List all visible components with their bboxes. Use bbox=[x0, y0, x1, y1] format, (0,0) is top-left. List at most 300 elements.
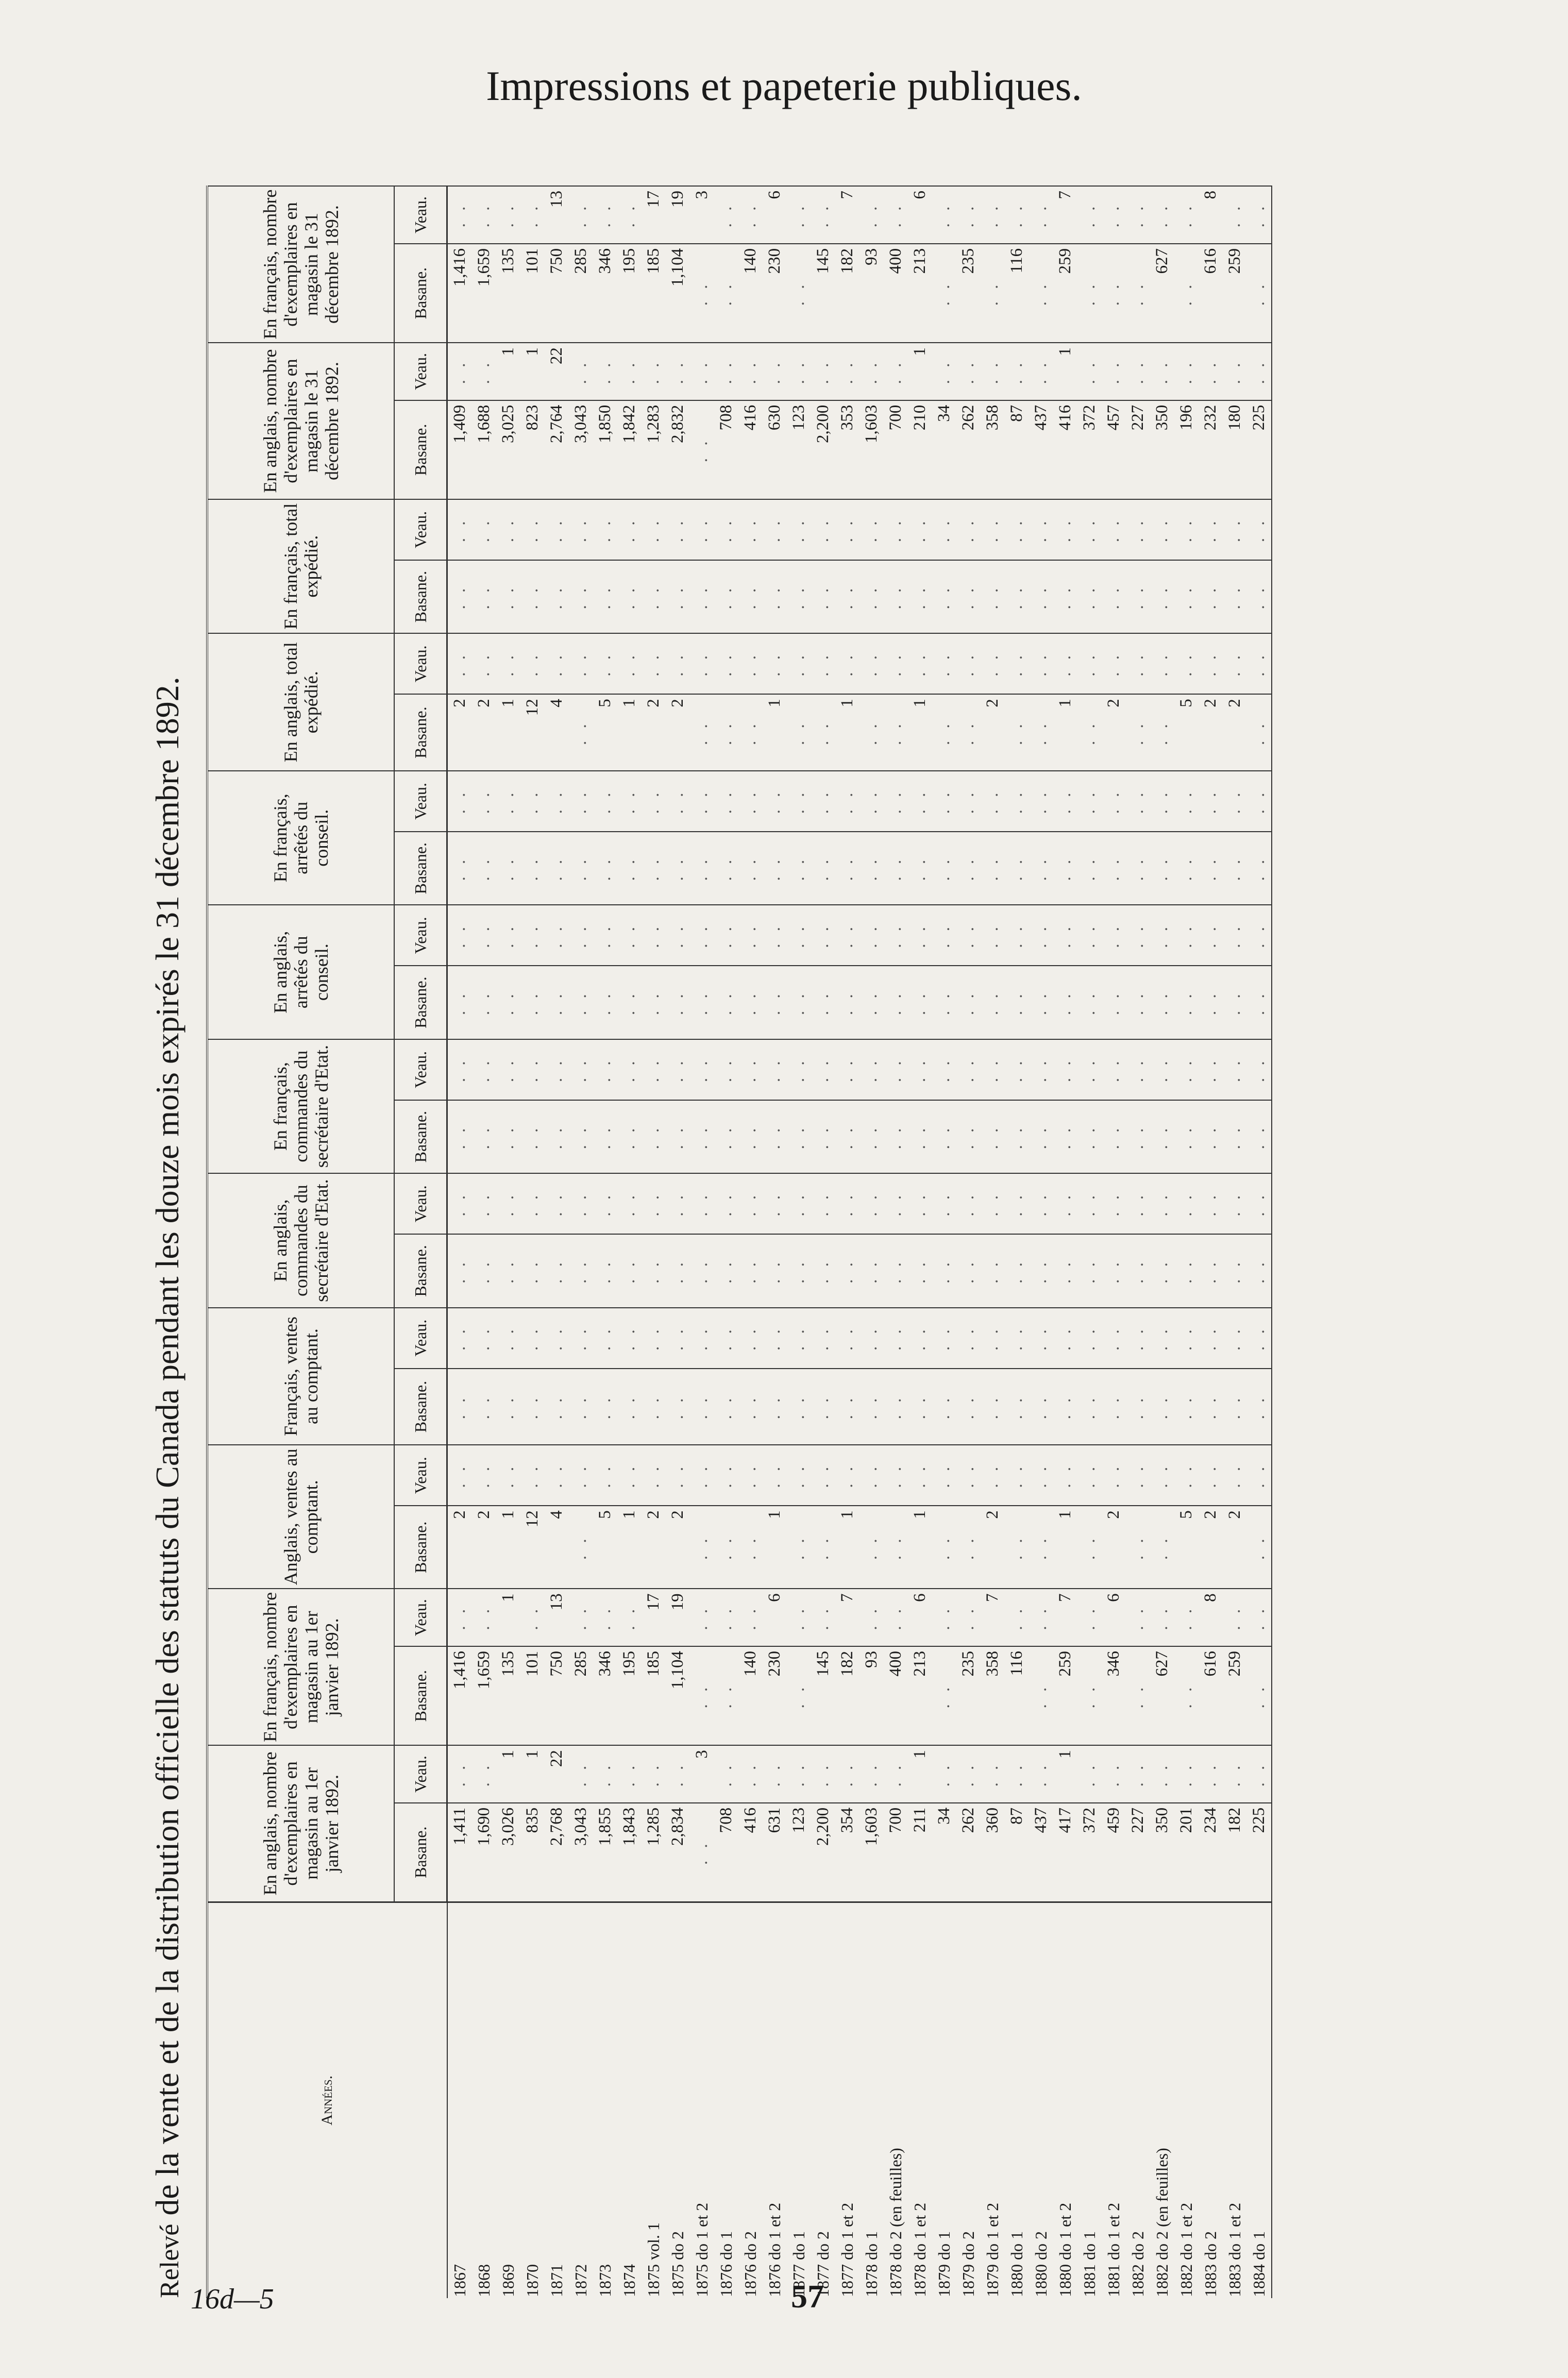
table-cell: 1,409 bbox=[447, 400, 473, 499]
empty-cell: . . bbox=[1247, 771, 1272, 832]
empty-cell: . . bbox=[617, 1234, 642, 1308]
empty-cell: . . bbox=[1223, 1173, 1247, 1234]
empty-cell: . . bbox=[642, 1308, 666, 1369]
empty-cell: . . bbox=[981, 1745, 1005, 1803]
table-cell: 7 bbox=[835, 186, 859, 244]
empty-cell: . . bbox=[1029, 1100, 1053, 1174]
empty-cell: . . bbox=[1223, 343, 1247, 400]
empty-cell: . . bbox=[763, 1445, 787, 1506]
empty-cell: . . bbox=[666, 1445, 690, 1506]
title-lead: Relevé bbox=[155, 2223, 184, 2298]
empty-cell: . . bbox=[447, 1745, 473, 1803]
empty-cell: . . bbox=[1150, 694, 1174, 771]
empty-cell: . . bbox=[714, 244, 738, 343]
table-cell: 1,416 bbox=[447, 1646, 473, 1745]
empty-cell: . . bbox=[1174, 186, 1199, 244]
empty-cell: . . bbox=[1077, 1589, 1102, 1646]
empty-cell: . . bbox=[520, 1445, 545, 1506]
empty-cell: . . bbox=[1077, 1745, 1102, 1803]
empty-cell: . . bbox=[1223, 186, 1247, 244]
table-cell: 259 bbox=[1223, 244, 1247, 343]
table-cell: 6 bbox=[908, 186, 932, 244]
empty-cell: . . bbox=[1223, 771, 1247, 832]
empty-cell: . . bbox=[593, 343, 617, 400]
empty-cell: . . bbox=[1053, 1234, 1077, 1308]
empty-cell: . . bbox=[956, 499, 981, 560]
empty-cell: . . bbox=[1005, 905, 1029, 966]
empty-cell: . . bbox=[569, 1506, 593, 1589]
table-cell: 3,043 bbox=[569, 1803, 593, 1902]
group-header: En anglais, nombre d'exemplaires en magasin le 31 décembre 1892. bbox=[207, 343, 394, 499]
empty-cell: . . bbox=[472, 1589, 496, 1646]
table-cell: 1 bbox=[908, 343, 932, 400]
table-cell: 1 bbox=[763, 1506, 787, 1589]
empty-cell: . . bbox=[1005, 186, 1029, 244]
empty-cell: . . bbox=[932, 1100, 956, 1174]
table-cell: 259 bbox=[1053, 1646, 1077, 1745]
table-cell: 12 bbox=[520, 1506, 545, 1589]
table-cell: 1 bbox=[908, 1745, 932, 1803]
empty-cell: . . bbox=[1247, 1646, 1272, 1745]
empty-cell: . . bbox=[981, 1445, 1005, 1506]
empty-cell: . . bbox=[835, 633, 859, 694]
empty-cell: . . bbox=[1102, 343, 1126, 400]
empty-cell: . . bbox=[1150, 343, 1174, 400]
empty-cell: . . bbox=[1126, 771, 1150, 832]
empty-cell: . . bbox=[690, 343, 714, 400]
empty-cell: . . bbox=[787, 694, 811, 771]
empty-cell: . . bbox=[763, 343, 787, 400]
table-cell: 417 bbox=[1053, 1803, 1077, 1902]
subheader-veau: Veau. bbox=[394, 343, 447, 400]
group-header: En anglais, nombre d'exemplaires en magasin au 1er janvier 1892. bbox=[207, 1745, 394, 1902]
empty-cell: . . bbox=[787, 1369, 811, 1445]
empty-cell: . . bbox=[593, 633, 617, 694]
empty-cell: . . bbox=[738, 1308, 763, 1369]
empty-cell: . . bbox=[690, 1369, 714, 1445]
empty-cell: . . bbox=[1053, 832, 1077, 905]
empty-cell: . . bbox=[1174, 499, 1199, 560]
empty-cell: . . bbox=[1199, 832, 1223, 905]
empty-cell: . . bbox=[1102, 1173, 1126, 1234]
empty-cell: . . bbox=[835, 905, 859, 966]
empty-cell: . . bbox=[690, 1039, 714, 1100]
group-header: En anglais, arrêtés du conseil. bbox=[207, 905, 394, 1039]
empty-cell: . . bbox=[932, 694, 956, 771]
empty-cell: . . bbox=[1102, 560, 1126, 634]
empty-cell: . . bbox=[690, 966, 714, 1039]
empty-cell: . . bbox=[811, 499, 835, 560]
empty-cell: . . bbox=[908, 499, 932, 560]
empty-cell: . . bbox=[1005, 1173, 1029, 1234]
empty-cell: . . bbox=[835, 832, 859, 905]
empty-cell: . . bbox=[447, 560, 473, 634]
empty-cell: . . bbox=[884, 1234, 908, 1308]
empty-cell: . . bbox=[1029, 1646, 1053, 1745]
table-cell: 2 bbox=[1199, 694, 1223, 771]
empty-cell: . . bbox=[690, 633, 714, 694]
empty-cell: . . bbox=[811, 694, 835, 771]
empty-cell: . . bbox=[787, 1234, 811, 1308]
subheader-basane: Basane. bbox=[394, 1803, 447, 1902]
empty-cell: . . bbox=[1150, 1506, 1174, 1589]
empty-cell: . . bbox=[1102, 966, 1126, 1039]
empty-cell: . . bbox=[545, 560, 569, 634]
table-cell: 145 bbox=[811, 1646, 835, 1745]
table-cell: 2 bbox=[447, 1506, 473, 1589]
table-cell: 145 bbox=[811, 244, 835, 343]
table-row bbox=[1005, 186, 1029, 2298]
table-cell: 211 bbox=[908, 1803, 932, 1902]
empty-cell: . . bbox=[714, 1173, 738, 1234]
empty-cell: . . bbox=[884, 1445, 908, 1506]
empty-cell: . . bbox=[932, 560, 956, 634]
empty-cell: . . bbox=[763, 1369, 787, 1445]
table-row bbox=[981, 186, 1005, 2298]
table-cell: 116 bbox=[1005, 1646, 1029, 1745]
empty-cell: . . bbox=[1077, 1308, 1102, 1369]
empty-cell: . . bbox=[690, 1646, 714, 1745]
table-cell: 1,104 bbox=[666, 1646, 690, 1745]
subheader-veau: Veau. bbox=[394, 1745, 447, 1803]
table-cell: 22 bbox=[545, 1745, 569, 1803]
empty-cell: . . bbox=[787, 499, 811, 560]
empty-cell: . . bbox=[1005, 1445, 1029, 1506]
empty-cell: . . bbox=[447, 832, 473, 905]
empty-cell: . . bbox=[1029, 1039, 1053, 1100]
table-row bbox=[714, 186, 738, 2298]
empty-cell: . . bbox=[932, 1445, 956, 1506]
table-cell: 627 bbox=[1150, 1646, 1174, 1745]
empty-cell: . . bbox=[763, 633, 787, 694]
table-row bbox=[496, 186, 520, 2298]
empty-cell: . . bbox=[520, 1234, 545, 1308]
empty-cell: . . bbox=[811, 1100, 835, 1174]
empty-cell: . . bbox=[1029, 771, 1053, 832]
empty-cell: . . bbox=[1150, 1745, 1174, 1803]
empty-cell: . . bbox=[835, 771, 859, 832]
table-cell: 101 bbox=[520, 244, 545, 343]
empty-cell: . . bbox=[617, 1589, 642, 1646]
table-cell: 213 bbox=[908, 1646, 932, 1745]
empty-cell: . . bbox=[1150, 499, 1174, 560]
empty-cell: . . bbox=[496, 771, 520, 832]
empty-cell: . . bbox=[811, 1506, 835, 1589]
empty-cell: . . bbox=[642, 1100, 666, 1174]
subheader-veau: Veau. bbox=[394, 1173, 447, 1234]
empty-cell: . . bbox=[617, 1100, 642, 1174]
empty-cell: . . bbox=[447, 1039, 473, 1100]
empty-cell: . . bbox=[1077, 905, 1102, 966]
empty-cell: . . bbox=[666, 1173, 690, 1234]
empty-cell: . . bbox=[859, 905, 884, 966]
table-cell: 6 bbox=[908, 1589, 932, 1646]
table-cell: 750 bbox=[545, 244, 569, 343]
empty-cell: . . bbox=[447, 1589, 473, 1646]
empty-cell: . . bbox=[787, 1039, 811, 1100]
empty-cell: . . bbox=[811, 905, 835, 966]
row-year-label: 1875 vol. 1 bbox=[642, 1902, 666, 2298]
empty-cell: . . bbox=[1150, 560, 1174, 634]
table-cell: 6 bbox=[763, 1589, 787, 1646]
empty-cell: . . bbox=[496, 499, 520, 560]
empty-cell: . . bbox=[593, 1589, 617, 1646]
subheader-veau: Veau. bbox=[394, 1445, 447, 1506]
empty-cell: . . bbox=[956, 1100, 981, 1174]
empty-cell: . . bbox=[447, 1234, 473, 1308]
empty-cell: . . bbox=[1102, 1234, 1126, 1308]
empty-cell: . . bbox=[569, 1234, 593, 1308]
empty-cell: . . bbox=[496, 1308, 520, 1369]
table-row bbox=[1077, 186, 1102, 2298]
row-year-label: 1869 bbox=[496, 1902, 520, 2298]
empty-cell: . . bbox=[617, 633, 642, 694]
table-row bbox=[472, 186, 496, 2298]
empty-cell: . . bbox=[496, 1173, 520, 1234]
page-header-title: Impressions et papeterie publiques. bbox=[486, 62, 1082, 109]
empty-cell: . . bbox=[981, 499, 1005, 560]
empty-cell: . . bbox=[690, 1803, 714, 1902]
empty-cell: . . bbox=[1174, 1589, 1199, 1646]
empty-cell: . . bbox=[859, 1234, 884, 1308]
empty-cell: . . bbox=[714, 1589, 738, 1646]
row-year-label: 1882 do 2 bbox=[1126, 1902, 1150, 2298]
row-year-label: 1882 do 2 (en feuilles) bbox=[1150, 1902, 1174, 2298]
empty-cell: . . bbox=[447, 1445, 473, 1506]
empty-cell: . . bbox=[472, 1745, 496, 1803]
empty-cell: . . bbox=[1126, 1234, 1150, 1308]
empty-cell: . . bbox=[569, 499, 593, 560]
empty-cell: . . bbox=[1126, 499, 1150, 560]
empty-cell: . . bbox=[1053, 905, 1077, 966]
table-cell: 700 bbox=[884, 1803, 908, 1902]
empty-cell: . . bbox=[859, 1173, 884, 1234]
row-year-label: 1876 do 2 bbox=[738, 1902, 763, 2298]
empty-cell: . . bbox=[932, 771, 956, 832]
empty-cell: . . bbox=[738, 1745, 763, 1803]
row-year-label: 1877 do 1 et 2 bbox=[835, 1902, 859, 2298]
empty-cell: . . bbox=[545, 771, 569, 832]
table-cell: 123 bbox=[787, 1803, 811, 1902]
empty-cell: . . bbox=[1029, 343, 1053, 400]
empty-cell: . . bbox=[642, 343, 666, 400]
row-year-label: 1875 do 2 bbox=[666, 1902, 690, 2298]
table-cell: 457 bbox=[1102, 400, 1126, 499]
empty-cell: . . bbox=[1077, 771, 1102, 832]
table-cell: 5 bbox=[1174, 1506, 1199, 1589]
empty-cell: . . bbox=[666, 771, 690, 832]
empty-cell: . . bbox=[981, 832, 1005, 905]
empty-cell: . . bbox=[884, 1589, 908, 1646]
table-row bbox=[642, 186, 666, 2298]
table-row bbox=[1150, 186, 1174, 2298]
row-year-label: 1879 do 1 bbox=[932, 1902, 956, 2298]
table-row bbox=[787, 186, 811, 2298]
empty-cell: . . bbox=[1077, 694, 1102, 771]
empty-cell: . . bbox=[569, 1173, 593, 1234]
empty-cell: . . bbox=[981, 1039, 1005, 1100]
empty-cell: . . bbox=[1005, 633, 1029, 694]
empty-cell: . . bbox=[1223, 560, 1247, 634]
empty-cell: . . bbox=[835, 1100, 859, 1174]
empty-cell: . . bbox=[447, 905, 473, 966]
empty-cell: . . bbox=[932, 1506, 956, 1589]
empty-cell: . . bbox=[472, 1369, 496, 1445]
empty-cell: . . bbox=[472, 343, 496, 400]
empty-cell: . . bbox=[666, 1745, 690, 1803]
table-cell: 185 bbox=[642, 244, 666, 343]
empty-cell: . . bbox=[1150, 1589, 1174, 1646]
empty-cell: . . bbox=[1029, 1589, 1053, 1646]
table-row bbox=[763, 186, 787, 2298]
empty-cell: . . bbox=[472, 633, 496, 694]
empty-cell: . . bbox=[642, 633, 666, 694]
empty-cell: . . bbox=[472, 1308, 496, 1369]
empty-cell: . . bbox=[1174, 1369, 1199, 1445]
empty-cell: . . bbox=[520, 633, 545, 694]
empty-cell: . . bbox=[569, 1100, 593, 1174]
empty-cell: . . bbox=[569, 186, 593, 244]
empty-cell: . . bbox=[690, 244, 714, 343]
empty-cell: . . bbox=[472, 560, 496, 634]
table-cell: 225 bbox=[1247, 400, 1272, 499]
table-cell: 5 bbox=[593, 694, 617, 771]
table-cell: 346 bbox=[593, 1646, 617, 1745]
row-year-label: 1880 do 1 et 2 bbox=[1053, 1902, 1077, 2298]
table-cell: 616 bbox=[1199, 1646, 1223, 1745]
empty-cell: . . bbox=[617, 1369, 642, 1445]
empty-cell: . . bbox=[787, 1308, 811, 1369]
table-cell: 1,603 bbox=[859, 1803, 884, 1902]
empty-cell: . . bbox=[593, 832, 617, 905]
table-cell: 1,690 bbox=[472, 1803, 496, 1902]
empty-cell: . . bbox=[1126, 633, 1150, 694]
empty-cell: . . bbox=[1126, 694, 1150, 771]
empty-cell: . . bbox=[1223, 1308, 1247, 1369]
empty-cell: . . bbox=[569, 343, 593, 400]
empty-cell: . . bbox=[496, 1369, 520, 1445]
empty-cell: . . bbox=[520, 1100, 545, 1174]
empty-cell: . . bbox=[1199, 905, 1223, 966]
empty-cell: . . bbox=[1053, 771, 1077, 832]
empty-cell: . . bbox=[787, 633, 811, 694]
empty-cell: . . bbox=[642, 832, 666, 905]
empty-cell: . . bbox=[447, 186, 473, 244]
empty-cell: . . bbox=[908, 905, 932, 966]
table-cell: 2 bbox=[642, 1506, 666, 1589]
empty-cell: . . bbox=[714, 1745, 738, 1803]
table-row bbox=[1174, 186, 1199, 2298]
empty-cell: . . bbox=[593, 1100, 617, 1174]
table-cell: 437 bbox=[1029, 400, 1053, 499]
empty-cell: . . bbox=[1102, 1039, 1126, 1100]
empty-cell: . . bbox=[787, 905, 811, 966]
table-cell: 182 bbox=[835, 244, 859, 343]
table-cell: 195 bbox=[617, 1646, 642, 1745]
table-cell: 1 bbox=[1053, 343, 1077, 400]
empty-cell: . . bbox=[690, 1100, 714, 1174]
table-cell: 234 bbox=[1199, 1803, 1223, 1902]
table-row bbox=[908, 186, 932, 2298]
table-cell: 416 bbox=[1053, 400, 1077, 499]
empty-cell: . . bbox=[593, 186, 617, 244]
table-cell: 227 bbox=[1126, 400, 1150, 499]
empty-cell: . . bbox=[884, 1100, 908, 1174]
empty-cell: . . bbox=[859, 560, 884, 634]
empty-cell: . . bbox=[763, 832, 787, 905]
empty-cell: . . bbox=[569, 1039, 593, 1100]
empty-cell: . . bbox=[1029, 186, 1053, 244]
empty-cell: . . bbox=[1150, 966, 1174, 1039]
empty-cell: . . bbox=[690, 1173, 714, 1234]
table-cell: 416 bbox=[738, 400, 763, 499]
empty-cell: . . bbox=[496, 560, 520, 634]
empty-cell: . . bbox=[520, 1308, 545, 1369]
empty-cell: . . bbox=[447, 633, 473, 694]
empty-cell: . . bbox=[617, 560, 642, 634]
empty-cell: . . bbox=[666, 1039, 690, 1100]
empty-cell: . . bbox=[738, 1100, 763, 1174]
empty-cell: . . bbox=[690, 1506, 714, 1589]
empty-cell: . . bbox=[1174, 560, 1199, 634]
empty-cell: . . bbox=[545, 1308, 569, 1369]
empty-cell: . . bbox=[472, 186, 496, 244]
subheader-basane: Basane. bbox=[394, 400, 447, 499]
empty-cell: . . bbox=[447, 1100, 473, 1174]
table-cell: 213 bbox=[908, 244, 932, 343]
table-cell: 3,025 bbox=[496, 400, 520, 499]
empty-cell: . . bbox=[763, 560, 787, 634]
empty-cell: . . bbox=[690, 560, 714, 634]
empty-cell: . . bbox=[690, 694, 714, 771]
empty-cell: . . bbox=[1199, 966, 1223, 1039]
table-row bbox=[1199, 186, 1223, 2298]
table-cell: 1 bbox=[617, 694, 642, 771]
empty-cell: . . bbox=[569, 1745, 593, 1803]
empty-cell: . . bbox=[666, 1234, 690, 1308]
empty-cell: . . bbox=[447, 1173, 473, 1234]
table-cell: 346 bbox=[1102, 1646, 1126, 1745]
empty-cell: . . bbox=[908, 1039, 932, 1100]
table-cell: 180 bbox=[1223, 400, 1247, 499]
empty-cell: . . bbox=[908, 1173, 932, 1234]
empty-cell: . . bbox=[569, 1589, 593, 1646]
empty-cell: . . bbox=[1126, 1445, 1150, 1506]
table-cell: 627 bbox=[1150, 244, 1174, 343]
rotated-table-block bbox=[139, 185, 1479, 2298]
table-cell: 34 bbox=[932, 400, 956, 499]
empty-cell: . . bbox=[593, 560, 617, 634]
empty-cell: . . bbox=[884, 966, 908, 1039]
empty-cell: . . bbox=[666, 1100, 690, 1174]
empty-cell: . . bbox=[1223, 1589, 1247, 1646]
table-row bbox=[835, 186, 859, 2298]
empty-cell: . . bbox=[738, 1039, 763, 1100]
empty-cell: . . bbox=[738, 1234, 763, 1308]
empty-cell: . . bbox=[496, 633, 520, 694]
table-cell: 8 bbox=[1199, 186, 1223, 244]
empty-cell: . . bbox=[763, 1745, 787, 1803]
empty-cell: . . bbox=[1102, 771, 1126, 832]
table-cell: 2,200 bbox=[811, 1803, 835, 1902]
table-row bbox=[859, 186, 884, 2298]
empty-cell: . . bbox=[496, 1039, 520, 1100]
table-cell: 350 bbox=[1150, 1803, 1174, 1902]
empty-cell: . . bbox=[642, 1234, 666, 1308]
empty-cell: . . bbox=[1150, 832, 1174, 905]
empty-cell: . . bbox=[642, 1039, 666, 1100]
empty-cell: . . bbox=[1223, 832, 1247, 905]
